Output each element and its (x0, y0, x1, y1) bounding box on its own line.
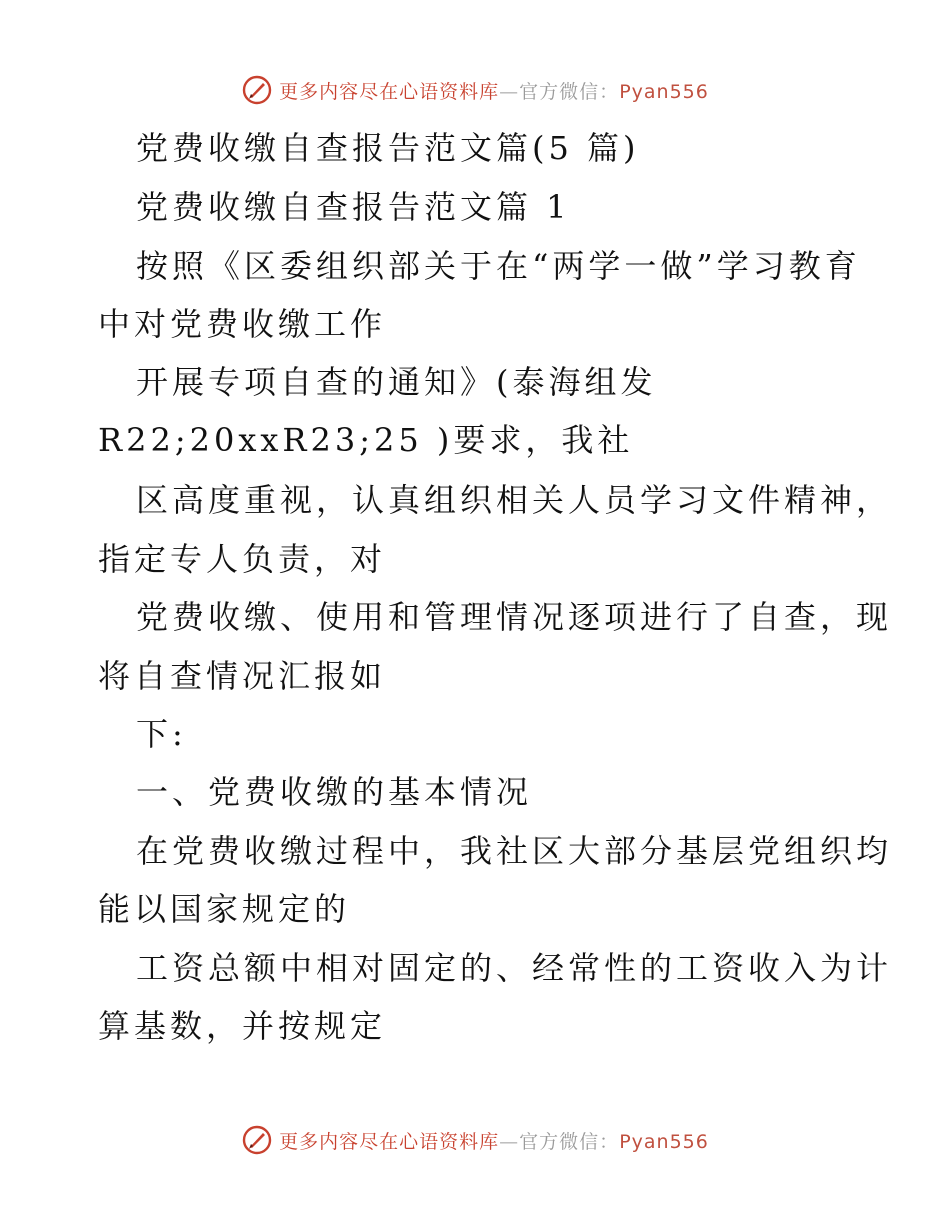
doc-title: 党费收缴自查报告范文篇(5 篇) (136, 129, 640, 167)
doc-line: 算基数，并按规定 (98, 1007, 387, 1045)
doc-line: 按照《区委组织部关于在“两学一做”学习教育 (136, 247, 861, 285)
doc-line: R22;20xxR23;25 )要求，我社 (98, 421, 634, 459)
doc-line: 区高度重视，认真组织相关人员学习文件精神， (136, 481, 893, 519)
watermark-brand: 更多内容尽在心语资料库 (279, 1130, 500, 1153)
watermark-official: 官方微信： (519, 1130, 620, 1153)
section-heading: 一、党费收缴的基本情况 (136, 773, 533, 811)
doc-subtitle: 党费收缴自查报告范文篇 1 (136, 188, 571, 226)
quill-logo-icon (241, 1124, 273, 1156)
watermark-dash: — (499, 80, 520, 103)
doc-line: 开展专项自查的通知》(泰海组发 (136, 363, 657, 401)
doc-line: 能以国家规定的 (98, 890, 351, 928)
doc-line: 将自查情况汇报如 (98, 657, 387, 695)
doc-line: 下: (136, 715, 187, 753)
watermark-dash: — (499, 1130, 520, 1153)
doc-line: 工资总额中相对固定的、经常性的工资收入为计 (136, 949, 893, 987)
header-watermark (0, 70, 950, 110)
footer-watermark (0, 1120, 950, 1160)
watermark-official: 官方微信： (519, 80, 620, 103)
doc-line: 党费收缴、使用和管理情况逐项进行了自查，现 (136, 598, 893, 636)
quill-logo-icon (241, 74, 273, 106)
watermark-brand: 更多内容尽在心语资料库 (279, 80, 500, 103)
doc-line: 中对党费收缴工作 (98, 305, 387, 343)
doc-line: 在党费收缴过程中，我社区大部分基层党组织均 (136, 832, 893, 870)
watermark-id: Pyan556 (619, 1130, 709, 1153)
doc-line: 指定专人负责，对 (98, 540, 387, 578)
watermark-id: Pyan556 (619, 80, 709, 103)
